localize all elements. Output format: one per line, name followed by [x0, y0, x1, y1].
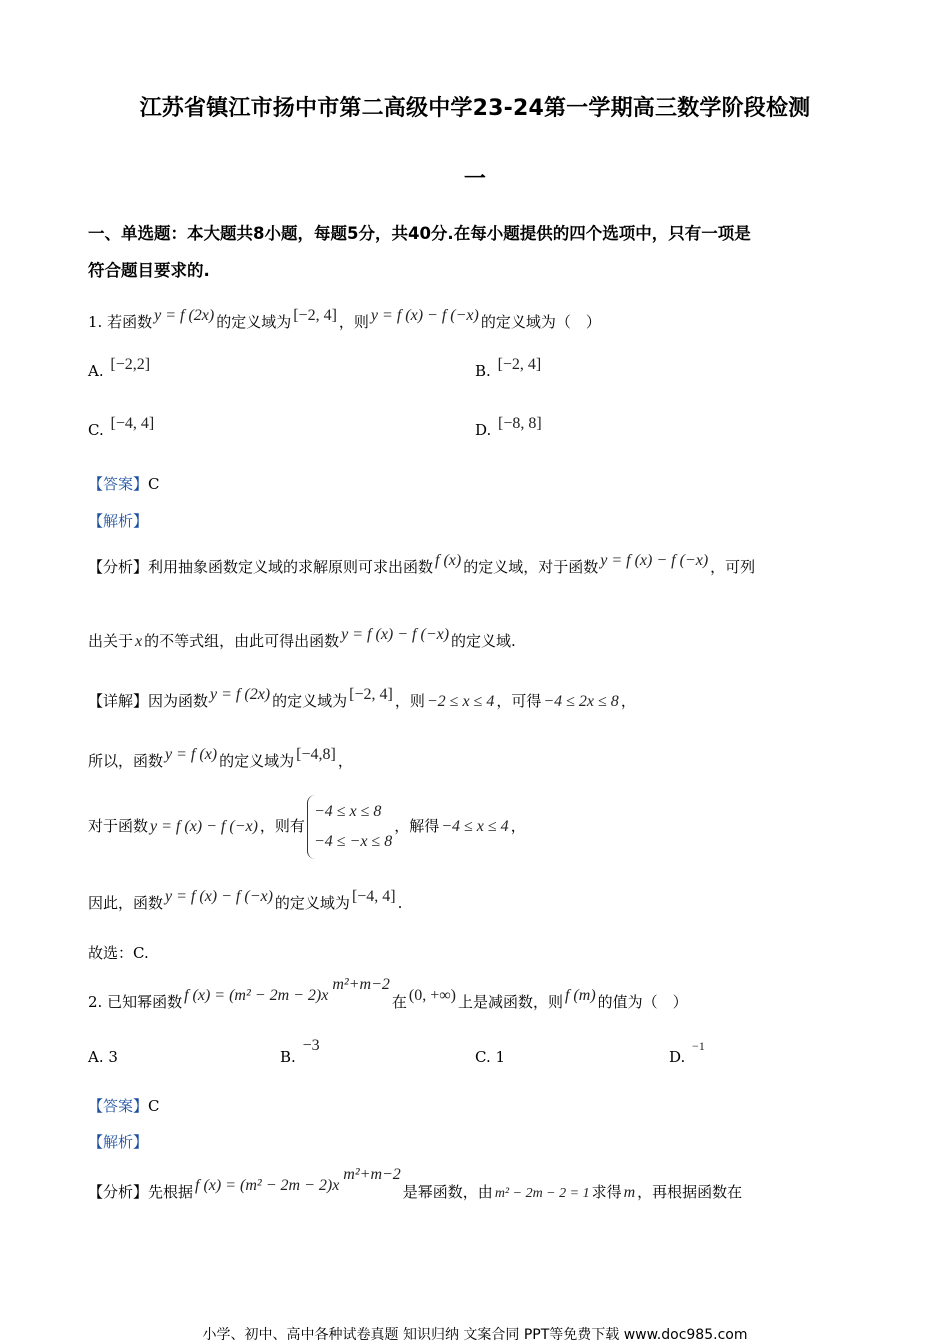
detail-text: ，可得: [496, 692, 542, 710]
option-value: −1: [692, 1039, 705, 1053]
q1-text: ，则: [338, 313, 369, 331]
q2-text: 的值为（ ）: [597, 993, 688, 1011]
q2-math: f (m): [564, 987, 596, 1004]
q1-analysis: [88, 552, 756, 577]
analysis-math: x: [135, 633, 143, 650]
q1-conclusion: 故选：C.: [88, 944, 149, 962]
analysis-text: ，可列: [710, 558, 756, 576]
option-value: −3: [302, 1037, 320, 1054]
detail-text: .: [397, 894, 403, 912]
q1-detail-line-2: [88, 746, 353, 771]
q2-analysis: [88, 1166, 743, 1202]
q2-option-c[interactable]: [475, 1048, 505, 1066]
detail-text: 的定义域为: [272, 692, 348, 710]
analysis-text: 利用抽象函数定义域的求解原则可求出函数: [148, 558, 434, 576]
q1-math: y = f (x) − f (−x): [370, 307, 479, 324]
detail-text: ，: [337, 752, 353, 770]
q1-jiexi-tag: 【解析】: [88, 512, 149, 530]
q2-text: 2. 已知幂函数: [88, 993, 183, 1011]
q1-option-b[interactable]: [475, 356, 543, 381]
analysis-text: 出关于: [88, 632, 134, 650]
question-1-stem: [88, 307, 601, 332]
inequality-system: [307, 795, 392, 859]
q2-jiexi-tag: 【解析】: [88, 1133, 149, 1151]
detail-text: ，则: [394, 692, 425, 710]
detail-math: −2 ≤ x ≤ 4: [426, 693, 495, 710]
option-value: [−8, 8]: [498, 415, 542, 432]
detail-text: 因为函数: [148, 692, 209, 710]
analysis-math: f (x): [435, 552, 462, 569]
option-label: D.: [669, 1048, 686, 1066]
q2-math: (0, +∞): [408, 987, 456, 1004]
q1-option-d[interactable]: [475, 415, 544, 440]
page-title-continued: 一: [463, 167, 487, 192]
q1-text: 的定义域为: [216, 313, 292, 331]
analysis-math: y = f (x) − f (−x): [600, 552, 709, 569]
detail-math: [−2, 4]: [349, 686, 393, 703]
answer-tag: 【答案】: [88, 475, 149, 493]
q2-option-b[interactable]: [280, 1037, 322, 1067]
section-heading: 一、单选题：本大题共8小题，每题5分，共40分.在每小题提供的四个选项中，只有一项是: [88, 224, 751, 243]
q1-option-a[interactable]: [88, 356, 152, 381]
q2-exponent: m²+m−2: [332, 976, 390, 993]
analysis-math: m² − 2m − 2 = 1: [494, 1186, 590, 1201]
detail-math: −4 ≤ x ≤ 4: [441, 818, 509, 835]
detail-text: 的定义域为: [274, 894, 350, 912]
question-2-stem: [88, 976, 688, 1012]
q1-detail-line-3: [88, 795, 526, 859]
detail-math: [−4, 4]: [351, 888, 396, 905]
option-label: C.: [88, 421, 104, 439]
q1-math: y = f (2x): [154, 307, 215, 324]
q1-detail-line-4: [88, 888, 403, 913]
detail-text: ，: [510, 817, 526, 835]
analysis-text: 的定义域.: [451, 632, 516, 650]
detail-math: y = f (x): [165, 746, 218, 763]
option-value: [−2,2]: [110, 356, 151, 373]
q1-detail-line-1: [88, 686, 636, 711]
q2-option-a[interactable]: [88, 1048, 118, 1066]
detail-math: [−4,8]: [296, 746, 336, 763]
system-row: −4 ≤ x ≤ 8: [313, 803, 382, 820]
q1-answer: [88, 473, 160, 494]
detail-text: ，则有: [259, 817, 305, 835]
detail-math: y = f (2x): [210, 686, 271, 703]
option-label: A.: [88, 1048, 104, 1066]
analysis-text: 先根据: [148, 1183, 194, 1201]
analysis-text: 的不等式组，由此可得出函数: [144, 632, 340, 650]
detail-math: −4 ≤ 2x ≤ 8: [543, 693, 619, 710]
option-value: [−4, 4]: [110, 415, 155, 432]
option-label: C.: [475, 1048, 491, 1066]
analysis-tag: 【分析】: [88, 558, 149, 576]
analysis-math: m: [623, 1184, 636, 1201]
q2-answer: [88, 1095, 160, 1116]
q1-math: [−2, 4]: [293, 307, 337, 324]
q1-analysis-continued: [88, 626, 516, 651]
analysis-text: 是幂函数，由: [402, 1183, 493, 1201]
analysis-tag: 【分析】: [88, 1183, 149, 1201]
q1-option-c[interactable]: [88, 415, 156, 440]
analysis-exponent: m²+m−2: [343, 1166, 401, 1183]
q2-text: 在: [391, 993, 407, 1011]
q1-text: 1. 若函数: [88, 313, 153, 331]
q2-math: f (x) = (m² − 2m − 2)x: [184, 987, 329, 1004]
analysis-math: f (x) = (m² − 2m − 2)x: [195, 1177, 340, 1194]
answer-tag: 【答案】: [88, 1097, 149, 1115]
page-title: 江苏省镇江市扬中市第二高级中学23-24第一学期高三数学阶段检测: [139, 96, 811, 121]
option-label: D.: [475, 421, 492, 439]
detail-math: y = f (x) − f (−x): [150, 818, 258, 835]
detail-text: 的定义域为: [219, 752, 295, 770]
analysis-math: y = f (x) − f (−x): [341, 626, 450, 643]
detail-text: 所以，函数: [88, 752, 164, 770]
detail-text: ，: [620, 692, 636, 710]
analysis-text: ，再根据函数在: [637, 1183, 743, 1201]
answer-value: C: [148, 475, 160, 493]
analysis-text: 的定义域，对于函数: [463, 558, 599, 576]
detail-math: y = f (x) − f (−x): [165, 888, 273, 905]
option-value: 3: [108, 1048, 118, 1066]
analysis-text: 求得: [591, 1183, 622, 1201]
section-heading-continued: 符合题目要求的.: [88, 261, 210, 280]
system-row: −4 ≤ −x ≤ 8: [313, 833, 393, 850]
option-label: A.: [88, 362, 104, 380]
option-value: [−2, 4]: [497, 356, 542, 373]
q2-option-d[interactable]: [669, 1039, 707, 1066]
page-footer: 小学、初中、高中各种试卷真题 知识归纳 文案合同 PPT等免费下载 www.doc985.com: [202, 1327, 748, 1343]
detail-tag: 【详解】: [88, 692, 149, 710]
option-value: 1: [495, 1048, 506, 1066]
q1-text: 的定义域为（ ）: [480, 313, 601, 331]
answer-value: C: [148, 1097, 160, 1115]
option-label: B.: [280, 1048, 296, 1066]
option-label: B.: [475, 362, 491, 380]
detail-text: 因此，函数: [88, 894, 164, 912]
q2-text: 上是减函数，则: [457, 993, 563, 1011]
detail-text: ，解得: [394, 817, 440, 835]
detail-text: 对于函数: [88, 817, 149, 835]
